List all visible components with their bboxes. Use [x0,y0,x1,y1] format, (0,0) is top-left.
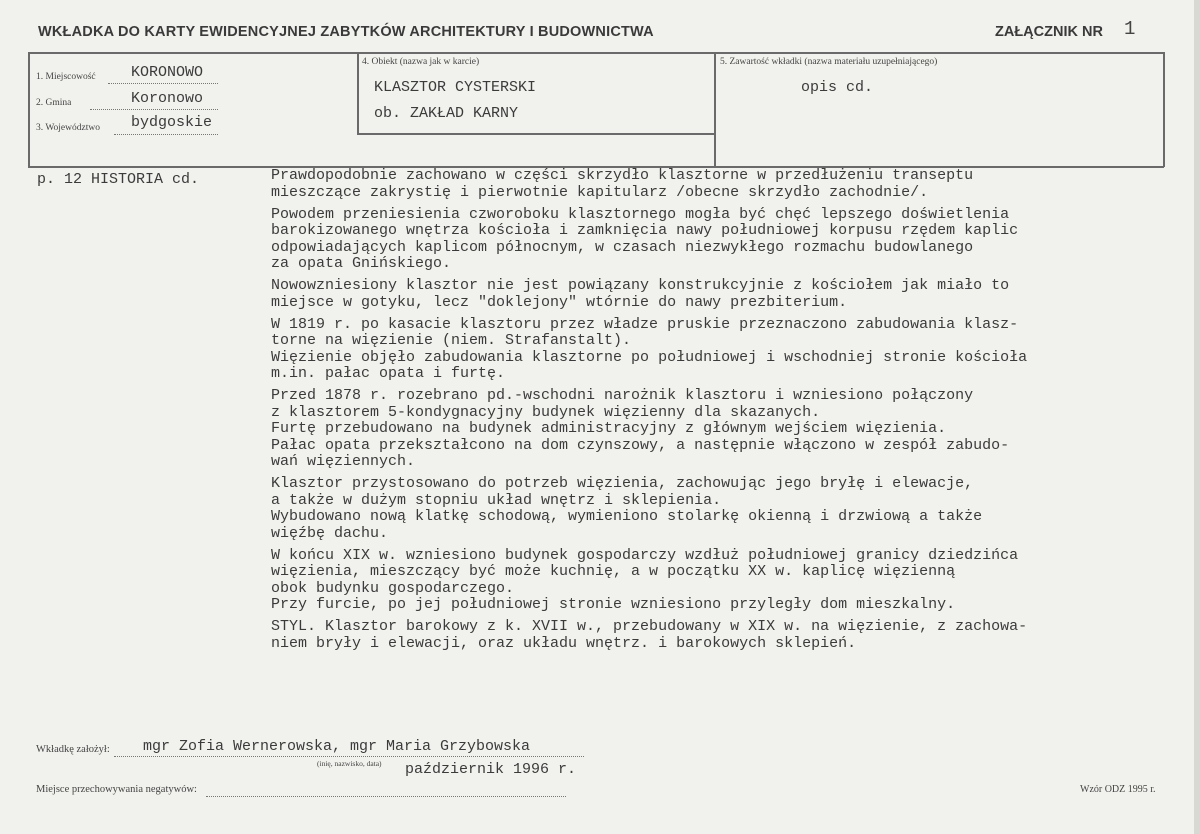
paragraph: W końcu XIX w. wzniesiono budynek gospodarczy wzdłuż południowej granicy dziedzińca więzienia, mieszczący być może kuchnię, a w początku XX w. kaplicę więzienną obok budynku gospodarczego. Przy furcie, po jej południowej stronie wzniesiono przyległy dom mieszkalny. [271,546,1019,613]
paragraph: Powodem przeniesienia czworoboku klasztornego mogła być chęć lepszego doświetlenia barokizowanego wnętrza kościoła i zamknięcia nawy południowej korpusu rzędem kaplic odpowiadających kaplicom północnym, w czasach niezwykłego rozmachu budowlanego za opata Gnińskiego. [271,205,1019,272]
section-label: p. 12 HISTORIA cd. [37,171,200,188]
negatives-dots [206,796,566,797]
annex-label: ZAŁĄCZNIK NR [995,24,1103,40]
contents-value: opis cd. [801,79,874,96]
form-code: Wzór ODZ 1995 r. [1080,784,1156,795]
under-object-rule [357,133,715,135]
paragraph: Nowowzniesiony klasztor nie jest powiązany konstrukcyjnie z kościołem jak miało to miejsce w gotyku, lecz "doklejony" wtórnie do nawy prezbiterium. [271,277,1010,311]
paragraph: W 1819 r. po kasacie klasztoru przez władze pruskie przeznaczono zabudowania klasz- torne na więzienie (niem. Strafanstalt). Więzienie objęło zabudowania klasztorne po południowej i wschodniej stronie kościoła m.in. pałac opata i furtę. [271,315,1028,382]
wojewodztwo-value: bydgoskie [131,114,213,131]
paragraph: STYL. Klasztor barokowy z k. XVII w., przebudowany w XIX w. na więzienie, z zachowa- niem bryły i elewacji, oraz układu wnętrz. i barokowych sklepień. [271,618,1028,652]
gmina-value: Koronowo [131,90,204,107]
paragraph: Prawdopodobnie zachowano w części skrzydło klasztorne w przedłużeniu transeptu mieszczące zakrystię i pierwotnie kapitularz /obecne skrzydło zachodnie/. [271,167,974,201]
miejscowosc-label: 1. Miejscowość [36,72,96,82]
paragraph: Klasztor przystosowano do potrzeb więzienia, zachowując jego bryłę i elewacje, a także w dużym stopniu układ wnętrz i sklepienia. Wybudowano nową klatkę schodową, wymieniono stolarkę okienną i drzwiową a także więźbę dachu. [271,475,983,542]
wojewodztwo-dots [114,134,218,135]
contents-label: 5. Zawartość wkładki (nazwa materiału uzupełniającego) [720,57,938,67]
author-sublabel: (inię, nazwisko, data) [317,759,382,768]
page-edge [1194,0,1200,834]
object-line-2: ob. ZAKŁAD KARNY [374,105,519,122]
gmina-dots [90,109,218,110]
box-right-rule [1163,52,1165,167]
author-label: Wkładkę założył: [36,744,110,755]
form-title: WKŁADKA DO KARTY EWIDENCYJNEJ ZABYTKÓW ARCHITEKTURY I BUDOWNICTWA [38,24,654,40]
divider-1 [357,52,359,134]
top-rule [28,52,1164,54]
miejscowosc-value: KORONOWO [131,64,204,81]
date-value: październik 1996 r. [405,761,577,778]
paragraph: Przed 1878 r. rozebrano pd.-wschodni narożnik klasztoru i wzniesiono połączony z klasztorem 5-kondygnacyjny budynek więzienny dla skazanych. Furtę przebudowano na budynek administracyjny z głównym wejściem więzienia. Pałac opata przekształcono na dom czynszowy, a następnie włączono w zespół zabudo- wań więziennych. [271,387,1010,470]
author-dots [114,756,584,757]
divider-2 [714,52,716,167]
object-label: 4. Obiekt (nazwa jak w karcie) [362,57,480,67]
wojewodztwo-label: 3. Województwo [36,123,100,133]
box-left-rule [28,52,30,167]
negatives-label: Miejsce przechowywania negatywów: [36,784,197,795]
annex-number: 1 [1124,18,1136,40]
miejscowosc-dots [108,83,218,84]
history-text [271,168,1171,658]
gmina-label: 2. Gmina [36,98,72,108]
object-line-1: KLASZTOR CYSTERSKI [374,79,537,96]
author-value: mgr Zofia Wernerowska, mgr Maria Grzybowska [143,738,531,755]
